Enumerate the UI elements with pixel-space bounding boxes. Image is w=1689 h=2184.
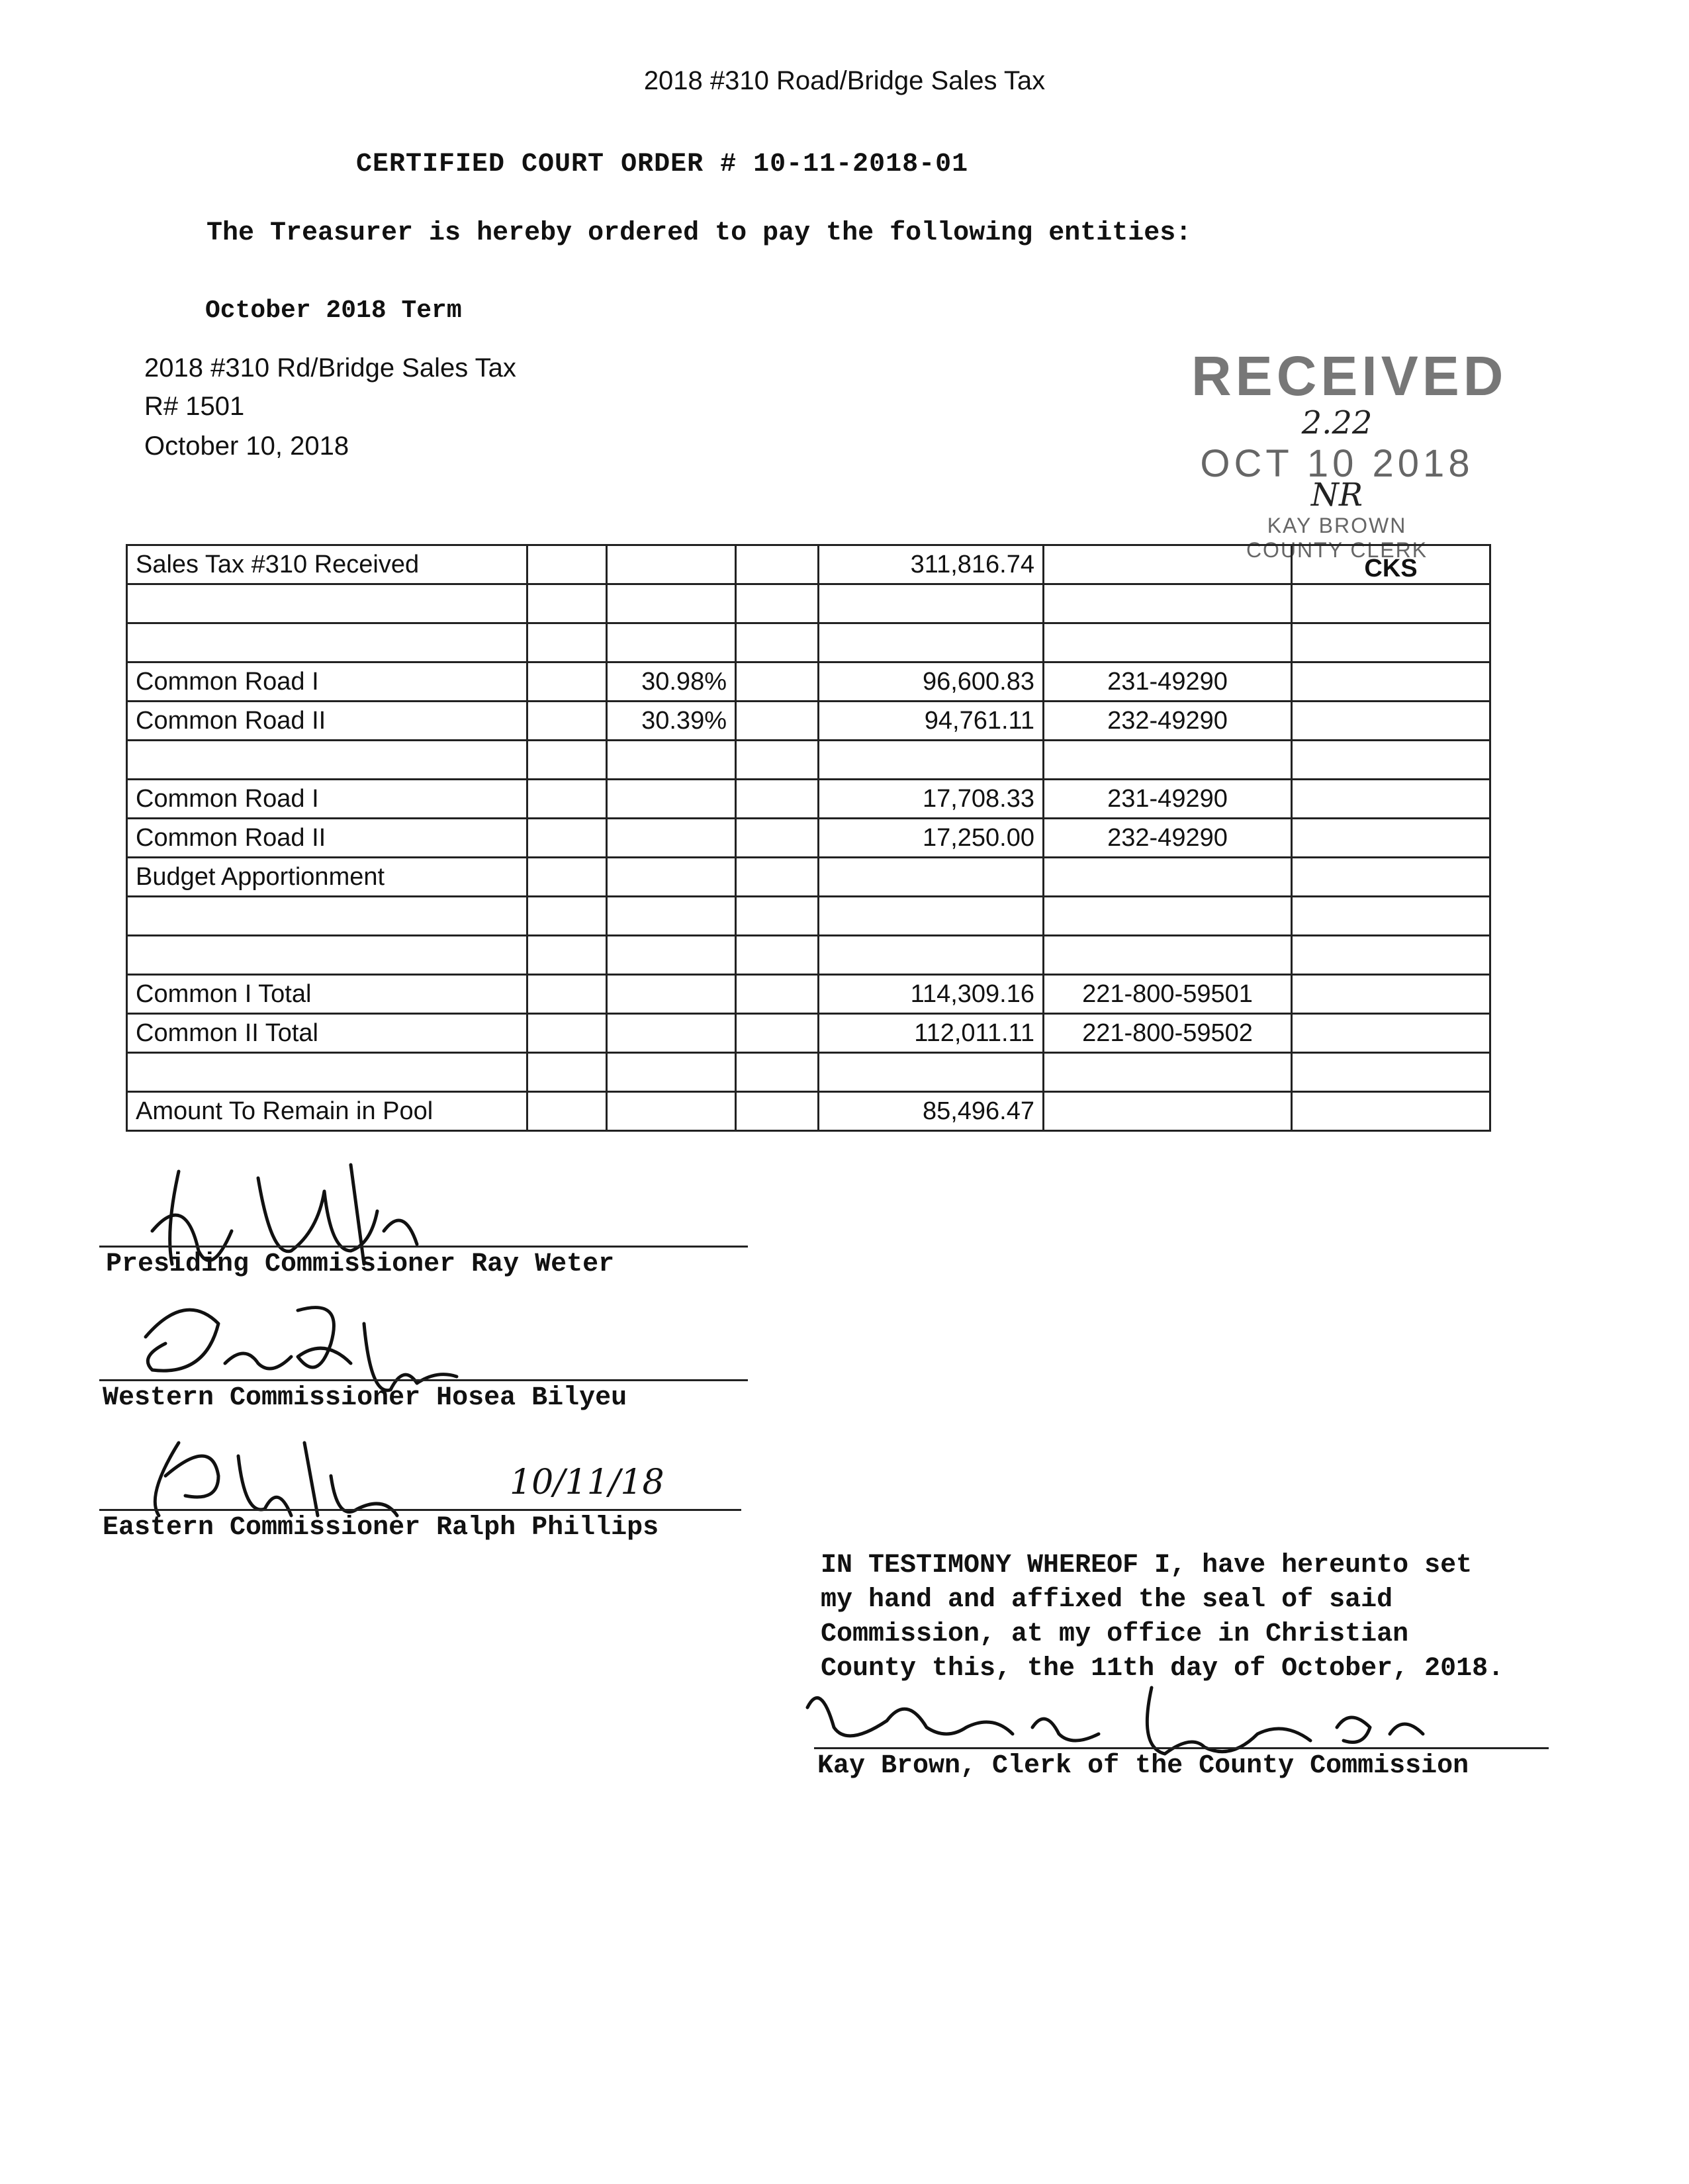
ledger-account-cell <box>1044 897 1292 936</box>
ledger-amount-cell: 114,309.16 <box>819 975 1044 1014</box>
ledger-account-cell <box>1044 1053 1292 1092</box>
ledger-cks-cell: CKS <box>1292 545 1490 584</box>
ledger-cks-cell <box>1292 858 1490 897</box>
ledger-amount-cell <box>819 584 1044 623</box>
ledger-row <box>127 584 1490 623</box>
ledger-row <box>127 819 1490 858</box>
presiding-signature-line <box>99 1246 748 1248</box>
ledger-cks-cell <box>1292 936 1490 975</box>
ledger-amount-cell <box>819 623 1044 662</box>
ledger-blank-cell <box>527 741 607 780</box>
testimony-line-3: Commission, at my office in Christian <box>821 1619 1409 1649</box>
ledger-label-cell: Sales Tax #310 Received <box>127 545 527 584</box>
ledger-label-cell: Common I Total <box>127 975 527 1014</box>
fund-name: 2018 #310 Rd/Bridge Sales Tax <box>144 353 516 383</box>
ledger-cks-cell <box>1292 662 1490 702</box>
ledger-cks-cell <box>1292 702 1490 741</box>
clerk-signature-line <box>814 1747 1549 1749</box>
ledger-blank-cell <box>736 975 819 1014</box>
ledger-label-cell: Common Road I <box>127 780 527 819</box>
eastern-signature <box>119 1416 463 1522</box>
ledger-row <box>127 741 1490 780</box>
ledger-account-cell <box>1044 545 1292 584</box>
ledger-blank-cell <box>736 1053 819 1092</box>
ledger-label-cell <box>127 936 527 975</box>
ledger-cks-cell <box>1292 1014 1490 1053</box>
testimony-line-4: County this, the 11th day of October, 2018. <box>821 1654 1504 1684</box>
ledger-cks-cell <box>1292 741 1490 780</box>
ledger-label-cell: Common Road II <box>127 819 527 858</box>
ledger-row <box>127 858 1490 897</box>
ledger-amount-cell: 311,816.74 <box>819 545 1044 584</box>
ledger-account-cell <box>1044 584 1292 623</box>
ledger-blank-cell <box>527 1092 607 1131</box>
ledger-amount-cell <box>819 741 1044 780</box>
ledger-blank-cell <box>527 975 607 1014</box>
ledger-row <box>127 936 1490 975</box>
ledger-blank-cell <box>527 702 607 741</box>
ledger-label-cell <box>127 1053 527 1092</box>
stamp-clerk-title: COUNTY CLERK <box>1246 538 1428 562</box>
ledger-percent-cell <box>607 545 736 584</box>
ledger-blank-cell <box>527 1014 607 1053</box>
ledger-label-cell <box>127 584 527 623</box>
ledger-label-cell: Budget Apportionment <box>127 858 527 897</box>
eastern-signature-date: 10/11/18 <box>510 1463 664 1502</box>
term-label: October 2018 Term <box>205 296 462 325</box>
ledger-percent-cell <box>607 897 736 936</box>
ledger-amount-cell <box>819 936 1044 975</box>
ledger-blank-cell <box>736 623 819 662</box>
ledger-percent-cell <box>607 741 736 780</box>
stamp-handwritten-note: 2.22 <box>1301 404 1373 441</box>
ledger-label-cell: Amount To Remain in Pool <box>127 1092 527 1131</box>
testimony-line-1: IN TESTIMONY WHEREOF I, have hereunto set <box>821 1551 1473 1580</box>
ledger-blank-cell <box>527 545 607 584</box>
ledger-blank-cell <box>527 936 607 975</box>
ledger-account-cell <box>1044 1092 1292 1131</box>
ledger-blank-cell <box>527 819 607 858</box>
ledger-percent-cell <box>607 623 736 662</box>
ledger-cks-cell <box>1292 819 1490 858</box>
ledger-amount-cell: 17,250.00 <box>819 819 1044 858</box>
order-date: October 10, 2018 <box>144 432 349 461</box>
ledger-percent-cell: 30.98% <box>607 662 736 702</box>
ledger-amount-cell <box>819 1053 1044 1092</box>
ledger-percent-cell <box>607 584 736 623</box>
ledger-label-cell <box>127 623 527 662</box>
ledger-row <box>127 623 1490 662</box>
ledger-blank-cell <box>736 858 819 897</box>
ledger-blank-cell <box>736 936 819 975</box>
ledger-blank-cell <box>527 858 607 897</box>
stamp-clerk-name: KAY BROWN <box>1267 514 1407 537</box>
ledger-row <box>127 702 1490 741</box>
ledger-cks-cell <box>1292 975 1490 1014</box>
ledger-account-cell: 221-800-59501 <box>1044 975 1292 1014</box>
ledger-blank-cell <box>736 780 819 819</box>
ledger-percent-cell <box>607 936 736 975</box>
sales-tax-ledger-table <box>126 544 1491 1132</box>
ledger-blank-cell <box>736 662 819 702</box>
ledger-label-cell: Common II Total <box>127 1014 527 1053</box>
ledger-cks-cell <box>1292 1092 1490 1131</box>
ledger-blank-cell <box>736 741 819 780</box>
ledger-percent-cell <box>607 780 736 819</box>
received-stamp-title: RECEIVED <box>1191 345 1508 407</box>
ledger-percent-cell <box>607 1053 736 1092</box>
ledger-account-cell: 221-800-59502 <box>1044 1014 1292 1053</box>
ledger-amount-cell <box>819 858 1044 897</box>
ledger-blank-cell <box>527 662 607 702</box>
ledger-percent-cell <box>607 819 736 858</box>
eastern-commissioner-label: Eastern Commissioner Ralph Phillips <box>103 1513 659 1543</box>
ledger-blank-cell <box>527 584 607 623</box>
ledger-blank-cell <box>736 1014 819 1053</box>
ledger-account-cell: 232-49290 <box>1044 819 1292 858</box>
ledger-blank-cell <box>527 780 607 819</box>
ledger-row <box>127 1092 1490 1131</box>
ledger-label-cell <box>127 741 527 780</box>
ledger-cks-cell <box>1292 623 1490 662</box>
testimony-paragraph <box>821 1549 1549 1686</box>
court-order-title: CERTIFIED COURT ORDER # 10-11-2018-01 <box>356 150 969 179</box>
ledger-row <box>127 545 1490 584</box>
ledger-row <box>127 1014 1490 1053</box>
ledger-row <box>127 662 1490 702</box>
presiding-commissioner-label: Presiding Commissioner Ray Weter <box>106 1250 615 1279</box>
ledger-amount-cell: 96,600.83 <box>819 662 1044 702</box>
ledger-percent-cell <box>607 1014 736 1053</box>
western-signature-line <box>99 1379 748 1381</box>
western-commissioner-label: Western Commissioner Hosea Bilyeu <box>103 1383 627 1413</box>
ledger-amount-cell: 94,761.11 <box>819 702 1044 741</box>
ledger-amount-cell <box>819 897 1044 936</box>
ledger-cks-cell <box>1292 780 1490 819</box>
ledger-blank-cell <box>527 1053 607 1092</box>
ledger-percent-cell: 30.39% <box>607 702 736 741</box>
ledger-account-cell <box>1044 741 1292 780</box>
ledger-percent-cell <box>607 975 736 1014</box>
ledger-blank-cell <box>736 819 819 858</box>
ledger-row <box>127 975 1490 1014</box>
ledger-cks-cell <box>1292 584 1490 623</box>
ledger-blank-cell <box>527 623 607 662</box>
ledger-blank-cell <box>736 584 819 623</box>
eastern-signature-line <box>99 1509 741 1511</box>
ledger-label-cell: Common Road II <box>127 702 527 741</box>
ledger-amount-cell: 112,011.11 <box>819 1014 1044 1053</box>
clerk-label: Kay Brown, Clerk of the County Commission <box>817 1751 1469 1781</box>
ledger-blank-cell <box>736 1092 819 1131</box>
ledger-account-cell: 232-49290 <box>1044 702 1292 741</box>
received-stamp <box>1191 344 1508 563</box>
ledger-row <box>127 897 1490 936</box>
stamp-initials: NR <box>1310 477 1363 514</box>
ledger-percent-cell <box>607 858 736 897</box>
page-header-title: 2018 #310 Road/Bridge Sales Tax <box>643 66 1046 95</box>
ledger-account-cell <box>1044 858 1292 897</box>
ledger-blank-cell <box>736 897 819 936</box>
ledger-amount-cell: 85,496.47 <box>819 1092 1044 1131</box>
ledger-account-cell: 231-49290 <box>1044 662 1292 702</box>
stamp-date: OCT 10 2018 <box>1200 442 1474 485</box>
testimony-line-2: my hand and affixed the seal of said <box>821 1585 1393 1615</box>
ledger-amount-cell: 17,708.33 <box>819 780 1044 819</box>
ledger-row <box>127 1053 1490 1092</box>
ledger-cks-cell <box>1292 1053 1490 1092</box>
ledger-blank-cell <box>736 545 819 584</box>
ledger-row <box>127 780 1490 819</box>
order-instruction: The Treasurer is hereby ordered to pay the following entities: <box>206 218 1192 248</box>
ledger-account-cell: 231-49290 <box>1044 780 1292 819</box>
ledger-percent-cell <box>607 1092 736 1131</box>
ledger-cks-cell <box>1292 897 1490 936</box>
ledger-account-cell <box>1044 936 1292 975</box>
ledger-blank-cell <box>736 702 819 741</box>
ledger-label-cell: Common Road I <box>127 662 527 702</box>
ledger-account-cell <box>1044 623 1292 662</box>
ledger-blank-cell <box>527 897 607 936</box>
ledger-label-cell <box>127 897 527 936</box>
receipt-number: R# 1501 <box>144 392 245 421</box>
